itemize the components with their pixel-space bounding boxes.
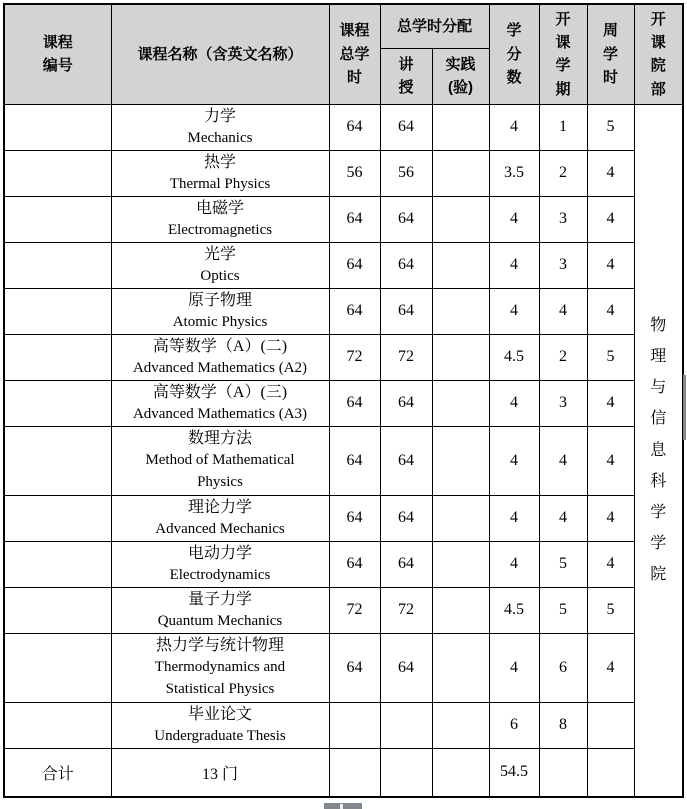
table-row [4,380,683,426]
credits-cell: 4.5 [489,587,539,633]
course-name-cell [111,104,329,150]
course-name-cn: 热学 [203,153,236,171]
lecture-hours-cell: 64 [380,242,432,288]
credits-cell: 4 [489,426,539,495]
weekly-hours-cell: 5 [587,587,634,633]
course-name-cn: 量子力学 [187,590,252,608]
curriculum-table [3,3,684,798]
scrollbar-thumb-notch [340,804,343,809]
course-name-cn: 毕业论文 [187,705,252,723]
weekly-hours-cell: 4 [587,288,634,334]
course-id-cell [4,104,111,150]
course-name-cn: 高等数学（A）(三) [152,383,288,401]
course-name-en: Thermodynamics and Statistical Physics [154,659,286,698]
course-name-cn: 高等数学（A）(二) [152,337,288,355]
lecture-hours-cell: 64 [380,288,432,334]
course-name-cell [111,541,329,587]
lecture-hours-cell: 56 [380,150,432,196]
semester-cell: 4 [539,495,587,541]
course-name-cell [111,380,329,426]
lecture-hours-cell: 64 [380,633,432,702]
practice-hours-cell [432,426,489,495]
practice-hours-cell [432,334,489,380]
total-hours-cell: 64 [329,196,380,242]
semester-cell: 8 [539,702,587,748]
semester-cell [539,748,587,797]
vertical-scrollbar-thumb[interactable] [683,375,686,440]
total-hours-cell: 56 [329,150,380,196]
table-row [4,334,683,380]
weekly-hours-cell [587,702,634,748]
credits-cell: 3.5 [489,150,539,196]
course-name-en: Optics [200,267,240,284]
semester-cell: 3 [539,380,587,426]
weekly-hours-cell: 4 [587,495,634,541]
total-hours-cell: 64 [329,380,380,426]
course-name-cn: 理论力学 [187,498,252,516]
semester-cell: 2 [539,334,587,380]
course-name-cell [111,495,329,541]
semester-cell: 3 [539,242,587,288]
total-course-count-cell: 13 门 [111,748,329,797]
table-row [4,587,683,633]
weekly-hours-cell: 5 [587,334,634,380]
table-row [4,426,683,495]
weekly-hours-cell: 4 [587,633,634,702]
header-lecture: 讲授 [380,48,432,104]
course-id-cell [4,495,111,541]
credits-cell: 4 [489,633,539,702]
header-weekly-hours: 周学时 [587,4,634,104]
course-name-cell [111,587,329,633]
practice-hours-cell [432,104,489,150]
table-row [4,633,683,702]
course-name-en: Advanced Mathematics (A3) [132,405,308,422]
weekly-hours-cell: 4 [587,196,634,242]
weekly-hours-cell: 4 [587,426,634,495]
course-name-cn: 热力学与统计物理 [155,637,284,655]
lecture-hours-cell: 64 [380,196,432,242]
course-name-cell [111,426,329,495]
lecture-hours-cell: 64 [380,104,432,150]
semester-cell: 1 [539,104,587,150]
course-name-en: Thermal Physics [169,175,271,192]
credits-cell: 4 [489,541,539,587]
course-name-cn: 电磁学 [195,199,244,217]
total-hours-cell: 64 [329,288,380,334]
total-hours-cell [329,748,380,797]
lecture-hours-cell: 64 [380,426,432,495]
table-row [4,495,683,541]
total-row [4,748,683,797]
course-name-cell [111,288,329,334]
total-label-cell: 合计 [4,748,111,797]
course-id-cell [4,633,111,702]
course-name-cn: 电动力学 [187,544,252,562]
course-name-cn: 光学 [203,245,236,263]
course-name-cell [111,150,329,196]
practice-hours-cell [432,288,489,334]
course-id-cell [4,288,111,334]
semester-cell: 6 [539,633,587,702]
credits-cell: 54.5 [489,748,539,797]
course-name-cn: 原子物理 [187,291,252,309]
header-course-id: 课程编号 [4,4,111,104]
course-name-cell [111,196,329,242]
horizontal-scrollbar-thumb[interactable] [324,803,362,809]
total-hours-cell: 64 [329,495,380,541]
table-row [4,104,683,150]
credits-cell: 4 [489,242,539,288]
course-name-cell [111,702,329,748]
total-hours-cell: 64 [329,541,380,587]
course-id-cell [4,150,111,196]
department-cell [634,104,683,797]
header-credits: 学分数 [489,4,539,104]
credits-cell: 4 [489,196,539,242]
semester-cell: 3 [539,196,587,242]
course-name-en: Electrodynamics [169,566,271,583]
lecture-hours-cell: 64 [380,541,432,587]
table-row [4,702,683,748]
credits-cell: 4 [489,495,539,541]
total-hours-cell: 72 [329,587,380,633]
semester-cell: 2 [539,150,587,196]
header-practice: 实践(验) [432,48,489,104]
total-hours-cell: 64 [329,633,380,702]
course-id-cell [4,196,111,242]
course-id-cell [4,380,111,426]
course-id-cell [4,242,111,288]
course-name-en: Undergraduate Thesis [154,727,286,744]
credits-cell: 6 [489,702,539,748]
lecture-hours-cell: 64 [380,495,432,541]
table-row [4,288,683,334]
header-course-name: 课程名称（含英文名称） [111,4,329,104]
weekly-hours-cell: 4 [587,150,634,196]
practice-hours-cell [432,587,489,633]
total-hours-cell: 64 [329,104,380,150]
course-name-en: Electromagnetics [167,221,273,238]
practice-hours-cell [432,242,489,288]
table-row [4,196,683,242]
weekly-hours-cell: 4 [587,242,634,288]
total-hours-cell [329,702,380,748]
lecture-hours-cell: 64 [380,380,432,426]
course-id-cell [4,702,111,748]
course-name-cell [111,242,329,288]
course-name-cell [111,633,329,702]
credits-cell: 4 [489,288,539,334]
weekly-hours-cell: 4 [587,541,634,587]
header-hours-allocation: 总学时分配 [380,4,489,48]
course-name-en: Advanced Mathematics (A2) [132,359,308,376]
table-row [4,150,683,196]
practice-hours-cell [432,495,489,541]
department-vertical-text: 物理与信息科学学院 [650,316,667,584]
practice-hours-cell [432,380,489,426]
total-hours-cell: 64 [329,242,380,288]
credits-cell: 4 [489,380,539,426]
course-name-en: Advanced Mechanics [155,520,285,537]
weekly-hours-cell [587,748,634,797]
practice-hours-cell [432,633,489,702]
course-name-en: Mechanics [187,129,253,146]
practice-hours-cell [432,702,489,748]
lecture-hours-cell [380,748,432,797]
header-semester: 开课学期 [539,4,587,104]
header-total-hours: 课程总学时 [329,4,380,104]
practice-hours-cell [432,196,489,242]
lecture-hours-cell: 72 [380,587,432,633]
lecture-hours-cell: 72 [380,334,432,380]
header-department: 开课院部 [634,4,683,104]
semester-cell: 5 [539,587,587,633]
course-id-cell [4,426,111,495]
credits-cell: 4 [489,104,539,150]
practice-hours-cell [432,150,489,196]
course-id-cell [4,334,111,380]
table-row [4,242,683,288]
header-row-top [4,4,683,48]
course-name-cn: 力学 [203,107,236,125]
credits-cell: 4.5 [489,334,539,380]
practice-hours-cell [432,748,489,797]
course-name-en: Atomic Physics [172,313,268,330]
total-hours-cell: 64 [329,426,380,495]
table-row [4,541,683,587]
semester-cell: 4 [539,426,587,495]
semester-cell: 4 [539,288,587,334]
total-hours-cell: 72 [329,334,380,380]
course-id-cell [4,587,111,633]
course-name-en: Method of Mathematical Physics [145,452,295,491]
lecture-hours-cell [380,702,432,748]
course-id-cell [4,541,111,587]
practice-hours-cell [432,541,489,587]
course-name-cell [111,334,329,380]
semester-cell: 5 [539,541,587,587]
weekly-hours-cell: 4 [587,380,634,426]
course-name-en: Quantum Mechanics [157,612,283,629]
course-name-cn: 数理方法 [187,430,252,448]
weekly-hours-cell: 5 [587,104,634,150]
